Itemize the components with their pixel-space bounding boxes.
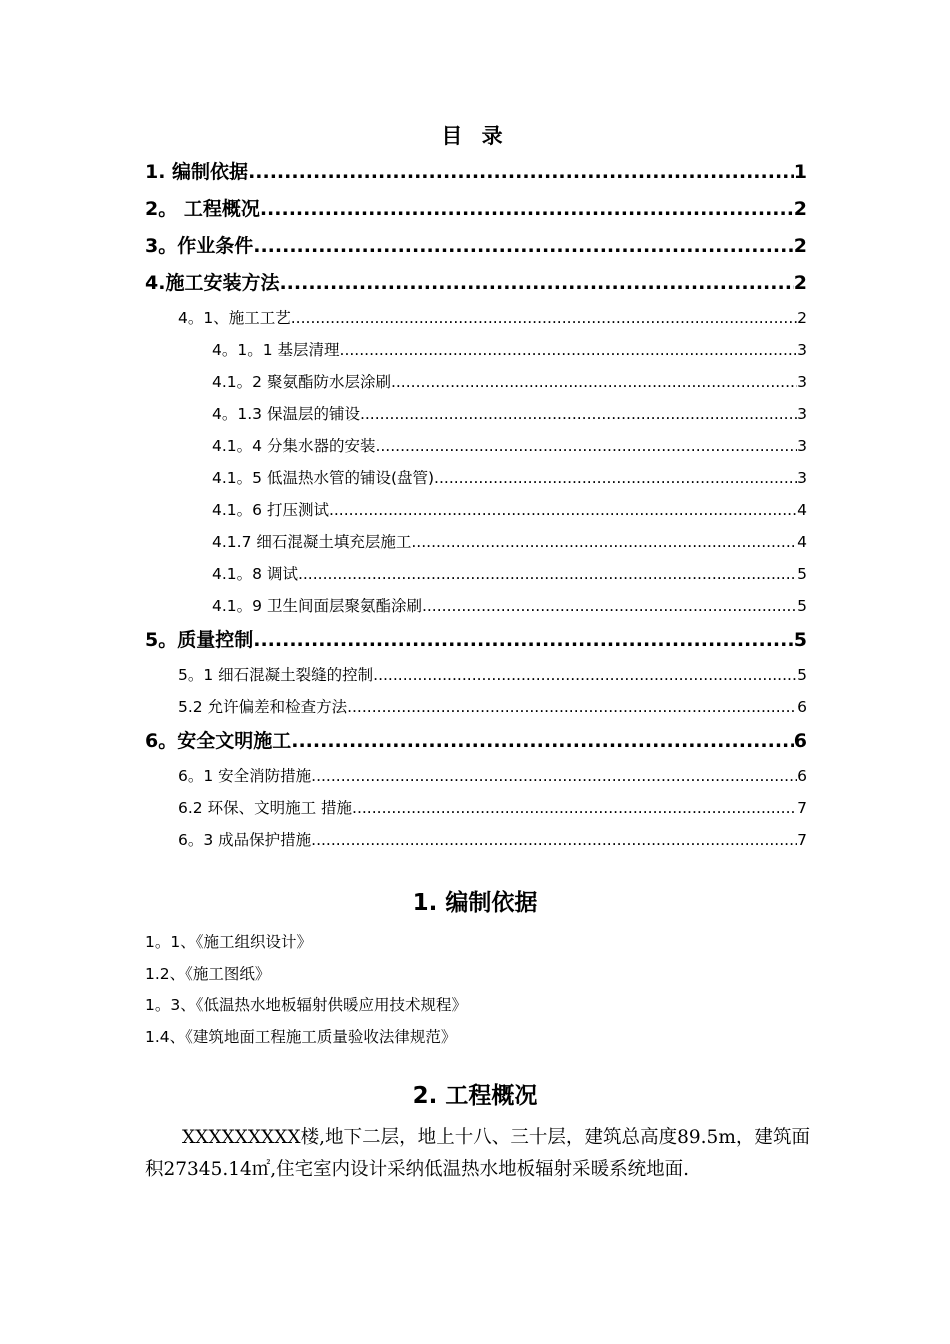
toc-entry-page: 6	[797, 767, 807, 785]
toc-entry-page: 2	[793, 235, 807, 257]
toc-entry[interactable]	[145, 622, 807, 659]
toc-entry-label: 4。1。1 基层清理	[212, 341, 340, 359]
toc-entry[interactable]	[145, 691, 807, 723]
toc-entry-page: 7	[797, 831, 807, 849]
toc-dot-leader	[347, 691, 797, 723]
toc-dot-leader	[279, 265, 793, 302]
toc-entry-label: 4.1。6 打压测试	[212, 501, 329, 519]
toc-entry[interactable]	[145, 430, 807, 462]
toc-entry-page: 1	[793, 161, 807, 183]
toc-dot-leader	[373, 659, 797, 691]
toc-dot-leader	[291, 302, 797, 334]
toc-dot-leader	[253, 622, 794, 659]
toc-entry-label: 6。1 安全消防措施	[178, 767, 312, 785]
toc-title: 目 录	[441, 124, 509, 148]
toc-entry-label: 2。 工程概况	[145, 198, 260, 220]
toc-entry-label: 4.1。9 卫生间面层聚氨酯涂刷	[212, 597, 422, 615]
toc-entry-page: 3	[797, 405, 807, 423]
toc-entry-label: 4.1。2 聚氨酯防水层涂刷	[212, 373, 391, 391]
toc-entry[interactable]	[145, 302, 807, 334]
toc-dot-leader	[411, 526, 797, 558]
toc-entry-page: 3	[797, 437, 807, 455]
toc-entry-label: 5。质量控制	[145, 629, 254, 651]
toc-entry[interactable]	[145, 228, 807, 265]
toc-entry-label: 5。1 细石混凝土裂缝的控制	[178, 666, 374, 684]
toc-dot-leader	[340, 334, 798, 366]
toc-dot-leader	[248, 154, 794, 191]
toc-entry-label: 4.1.7 细石混凝土填充层施工	[212, 533, 412, 551]
toc-dot-leader	[352, 792, 797, 824]
toc-entry-page: 4	[797, 501, 807, 519]
reference-item: 1。1、《施工组织设计》	[145, 933, 312, 951]
toc-dot-leader	[253, 228, 794, 265]
toc-entry[interactable]	[145, 723, 807, 760]
toc-entry-label: 1. 编制依据	[145, 161, 249, 183]
reference-item: 1.4、《建筑地面工程施工质量验收法律规范》	[145, 1027, 457, 1046]
toc-entry-label: 4。1、施工工艺	[178, 309, 291, 327]
toc-entry-page: 2	[793, 272, 807, 294]
toc-entry[interactable]	[145, 526, 807, 558]
toc-entry-label: 4.1。4 分集水器的安装	[212, 437, 376, 455]
toc-entry-label: 4.1。8 调试	[212, 565, 298, 583]
toc-entry-label: 4.1。5 低温热水管的铺设(盘管)	[212, 469, 435, 487]
toc-dot-leader	[375, 430, 797, 462]
toc-dot-leader	[422, 590, 797, 622]
toc-entry[interactable]	[145, 462, 807, 494]
toc-entry-page: 5	[793, 629, 807, 651]
toc-entry[interactable]	[145, 558, 807, 590]
toc-dot-leader	[260, 191, 794, 228]
toc-entry[interactable]	[145, 792, 807, 824]
project-overview-paragraph: XXXXXXXXX楼,地下二层，地上十八、三十层，建筑总高度89.5m，建筑面积27345.14㎡,住宅室内设计采纳低温热水地板辐射采暖系统地面.	[145, 1127, 810, 1180]
toc-dot-leader	[291, 723, 794, 760]
toc-entry-label: 4.施工安装方法	[145, 272, 280, 294]
toc-entry-page: 7	[797, 799, 807, 817]
toc-dot-leader	[311, 760, 797, 792]
toc-entry[interactable]	[145, 398, 807, 430]
toc-entry-page: 5	[797, 666, 807, 684]
toc-entry[interactable]	[145, 494, 807, 526]
toc-entry-label: 5.2 允许偏差和检查方法	[178, 698, 348, 716]
toc-entry[interactable]	[145, 824, 807, 856]
section-1-heading: 1. 编制依据	[412, 890, 538, 916]
toc-entry[interactable]	[145, 659, 807, 691]
toc-entry-page: 3	[797, 469, 807, 487]
reference-list	[145, 928, 807, 1054]
toc-entry[interactable]	[145, 760, 807, 792]
toc-entry-page: 2	[797, 309, 807, 327]
toc-entry-page: 6	[797, 698, 807, 716]
toc-dot-leader	[360, 398, 797, 430]
toc-entry-page: 5	[797, 597, 807, 615]
toc-entry-page: 2	[793, 198, 807, 220]
toc-dot-leader	[329, 494, 797, 526]
section-2-heading: 2. 工程概况	[412, 1083, 538, 1109]
toc-entry-page: 4	[797, 533, 807, 551]
toc-entry[interactable]	[145, 154, 807, 191]
toc-entry-page: 6	[793, 730, 807, 752]
toc-entry[interactable]	[145, 265, 807, 302]
toc-entry[interactable]	[145, 191, 807, 228]
reference-item: 1。3、《低温热水地板辐射供暖应用技术规程》	[145, 996, 467, 1014]
toc-entry-label: 6。安全文明施工	[145, 730, 292, 752]
toc-dot-leader	[391, 366, 797, 398]
toc-entry[interactable]	[145, 590, 807, 622]
toc-entry[interactable]	[145, 334, 807, 366]
toc-entry-page: 5	[797, 565, 807, 583]
table-of-contents	[145, 154, 807, 856]
toc-entry-page: 3	[797, 341, 807, 359]
toc-entry-label: 6。3 成品保护措施	[178, 831, 312, 849]
toc-entry-label: 4。1.3 保温层的铺设	[212, 405, 360, 423]
toc-dot-leader	[298, 558, 797, 590]
toc-dot-leader	[311, 824, 797, 856]
toc-entry-label: 3。作业条件	[145, 235, 254, 257]
reference-item: 1.2、《施工图纸》	[145, 964, 271, 983]
toc-entry-page: 3	[797, 373, 807, 391]
toc-entry[interactable]	[145, 366, 807, 398]
toc-entry-label: 6.2 环保、文明施工 措施	[178, 799, 353, 817]
toc-dot-leader	[434, 462, 797, 494]
